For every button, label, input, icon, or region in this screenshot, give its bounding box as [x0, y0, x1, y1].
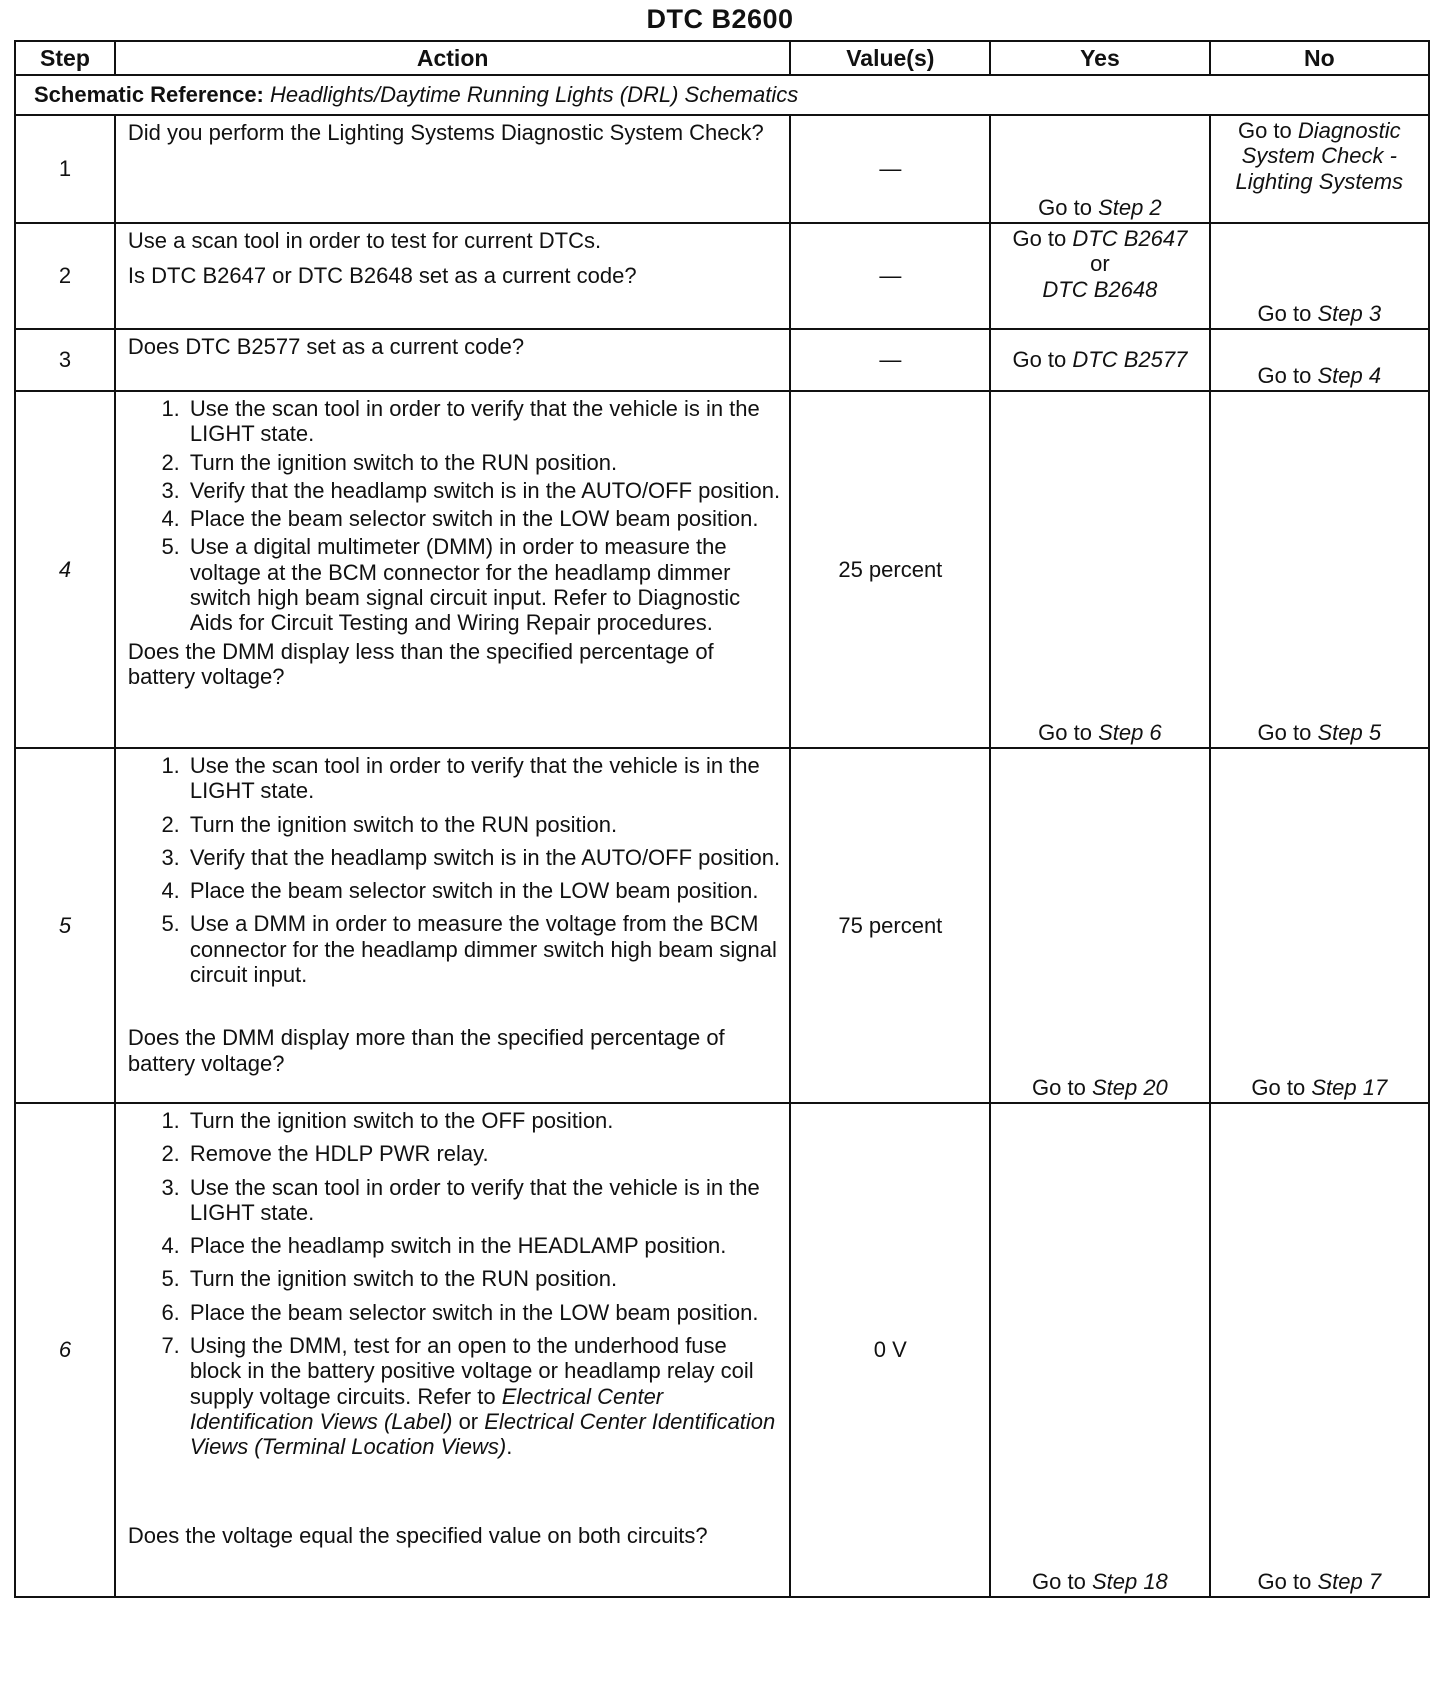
no-target-link[interactable]: Step 17 [1311, 1074, 1388, 1100]
value-cell: 25 percent [790, 391, 990, 748]
procedure-item: 4. Place the beam selector switch in the LOW beam position. [186, 506, 782, 531]
procedure-item: 5. Turn the ignition switch to the RUN position. [186, 1266, 782, 1291]
electrical-center-terminal-link[interactable]: Electrical Center Identification Views (Terminal Location Views) [189, 1408, 776, 1460]
header-row [15, 41, 1429, 75]
action-cell [115, 329, 791, 391]
procedure-item: 1. Turn the ignition switch to the OFF position. [186, 1108, 782, 1133]
procedure-item-or: or [458, 1408, 479, 1434]
action-cell [115, 748, 791, 1103]
procedure-list [128, 396, 782, 636]
action-text: Use a scan tool in order to test for current DTCs. [127, 228, 602, 253]
schematic-reference-row [15, 75, 1429, 115]
step-number: 4 [15, 391, 115, 748]
procedure-item: 3. Use the scan tool in order to verify that the vehicle is in the LIGHT state. [186, 1175, 782, 1226]
procedure-item: 4. Place the beam selector switch in the LOW beam position. [186, 878, 782, 903]
yes-target-link[interactable]: Step 6 [1098, 719, 1162, 745]
action-question: Does the DMM display more than the specified percentage of battery voltage? [127, 1025, 725, 1076]
schematic-reference-label: Schematic Reference: [34, 82, 264, 108]
no-cell[interactable] [1210, 391, 1429, 748]
no-cell[interactable] [1210, 1103, 1429, 1597]
yes-prefix: Go to [1038, 194, 1092, 220]
procedure-item: 1. Use the scan tool in order to verify that the vehicle is in the LIGHT state. [186, 396, 782, 447]
value-cell: — [790, 115, 990, 223]
value-cell: — [790, 223, 990, 329]
action-cell [115, 115, 791, 223]
no-target-link[interactable]: Step 5 [1317, 719, 1382, 745]
yes-target-link[interactable]: Step 2 [1098, 194, 1162, 220]
no-prefix: Go to [1251, 1074, 1306, 1100]
action-question: Does the DMM display less than the specified percentage of battery voltage? [127, 638, 714, 689]
step-number: 6 [15, 1103, 115, 1597]
no-prefix: Go to [1257, 300, 1312, 326]
procedure-item-text: Using the DMM, test for an open to the underhood fuse block in the battery positive voltage or headlamp relay coil supply voltage circuits. Refer to [189, 1333, 754, 1409]
table-row [15, 329, 1429, 391]
value-cell: — [790, 329, 990, 391]
action-question: Does the voltage equal the specified value on both circuits? [127, 1522, 708, 1548]
value-cell: 75 percent [790, 748, 990, 1103]
no-prefix: Go to [1257, 1568, 1312, 1594]
yes-cell[interactable] [990, 115, 1209, 223]
procedure-list [128, 1108, 782, 1460]
procedure-item: 2. Turn the ignition switch to the RUN position. [186, 812, 782, 837]
action-question: Did you perform the Lighting Systems Diagnostic System Check? [127, 120, 764, 145]
action-question: Does DTC B2577 set as a current code? [127, 334, 525, 359]
yes-target-link[interactable]: Step 18 [1091, 1568, 1168, 1594]
procedure-item: 2. Turn the ignition switch to the RUN position. [186, 450, 782, 475]
no-prefix: Go to [1237, 118, 1292, 143]
header-step: Step [15, 41, 115, 75]
procedure-item: 1. Use the scan tool in order to verify that the vehicle is in the LIGHT state. [186, 753, 782, 804]
action-cell [115, 223, 791, 329]
no-cell[interactable] [1210, 223, 1429, 329]
diagnostic-table [14, 40, 1430, 1598]
header-no: No [1210, 41, 1429, 75]
schematic-reference [15, 75, 1429, 115]
header-action: Action [115, 41, 791, 75]
header-yes: Yes [990, 41, 1209, 75]
step-number: 2 [15, 223, 115, 329]
action-question: Is DTC B2647 or DTC B2648 set as a current code? [127, 263, 637, 289]
header-values: Value(s) [790, 41, 990, 75]
no-target-link[interactable]: Step 7 [1317, 1568, 1382, 1594]
procedure-item: 4. Place the headlamp switch in the HEADLAMP position. [186, 1233, 782, 1258]
yes-target-link[interactable]: DTC B2577 [1072, 347, 1188, 373]
procedure-item: 3. Verify that the headlamp switch is in the AUTO/OFF position. [186, 845, 782, 870]
yes-cell[interactable] [990, 1103, 1209, 1597]
procedure-item: 3. Verify that the headlamp switch is in the AUTO/OFF position. [186, 478, 782, 503]
procedure-item-end: . [506, 1434, 513, 1460]
no-target-link[interactable]: Step 4 [1317, 362, 1382, 388]
table-row [15, 748, 1429, 1103]
procedure-item [186, 1333, 782, 1459]
yes-prefix: Go to [1032, 1074, 1086, 1100]
page-title: DTC B2600 [646, 4, 794, 34]
yes-cell[interactable] [990, 748, 1209, 1103]
table-row [15, 391, 1429, 748]
no-cell[interactable] [1210, 329, 1429, 391]
no-target-link[interactable]: Diagnostic System Check - Lighting Systems [1235, 118, 1404, 194]
yes-prefix: Go to [1032, 1568, 1086, 1594]
table-row [15, 1103, 1429, 1597]
no-target-link[interactable]: Step 3 [1317, 300, 1382, 326]
step-number: 3 [15, 329, 115, 391]
yes-or: or [1090, 251, 1110, 277]
procedure-item: 2. Remove the HDLP PWR relay. [186, 1141, 782, 1166]
yes-prefix: Go to [1012, 347, 1067, 373]
yes-cell[interactable] [990, 391, 1209, 748]
yes-prefix: Go to [1038, 719, 1092, 745]
yes-cell[interactable] [990, 223, 1209, 329]
yes-target-link[interactable]: Step 20 [1091, 1074, 1168, 1100]
procedure-item: 5. Use a digital multimeter (DMM) in order to measure the voltage at the BCM connector for the headlamp dimmer switch high beam signal circuit input. Refer to Diagnostic Aids for Circuit Testing and Wiring Repair procedures. [186, 534, 782, 635]
procedure-list [128, 753, 782, 987]
electrical-center-label-link[interactable]: Electrical Center Identification Views (Label) [189, 1383, 664, 1434]
no-prefix: Go to [1257, 362, 1312, 388]
yes-prefix: Go to [1012, 226, 1067, 251]
schematic-reference-link[interactable]: Headlights/Daytime Running Lights (DRL) Schematics [270, 82, 799, 108]
no-prefix: Go to [1257, 719, 1312, 745]
no-cell[interactable] [1210, 748, 1429, 1103]
table-row [15, 223, 1429, 329]
no-cell[interactable] [1210, 115, 1429, 223]
procedure-item: 5. Use a DMM in order to measure the voltage from the BCM connector for the headlamp dimmer switch high beam signal circuit input. [186, 911, 782, 987]
procedure-item: 6. Place the beam selector switch in the LOW beam position. [186, 1300, 782, 1325]
value-cell: 0 V [790, 1103, 990, 1597]
yes-target-link-2[interactable]: DTC B2648 [1042, 276, 1158, 302]
action-cell [115, 391, 791, 748]
step-number: 1 [15, 115, 115, 223]
step-number: 5 [15, 748, 115, 1103]
action-cell [115, 1103, 791, 1597]
yes-target-link[interactable]: DTC B2647 [1072, 226, 1188, 251]
table-row [15, 115, 1429, 223]
yes-cell[interactable] [990, 329, 1209, 391]
